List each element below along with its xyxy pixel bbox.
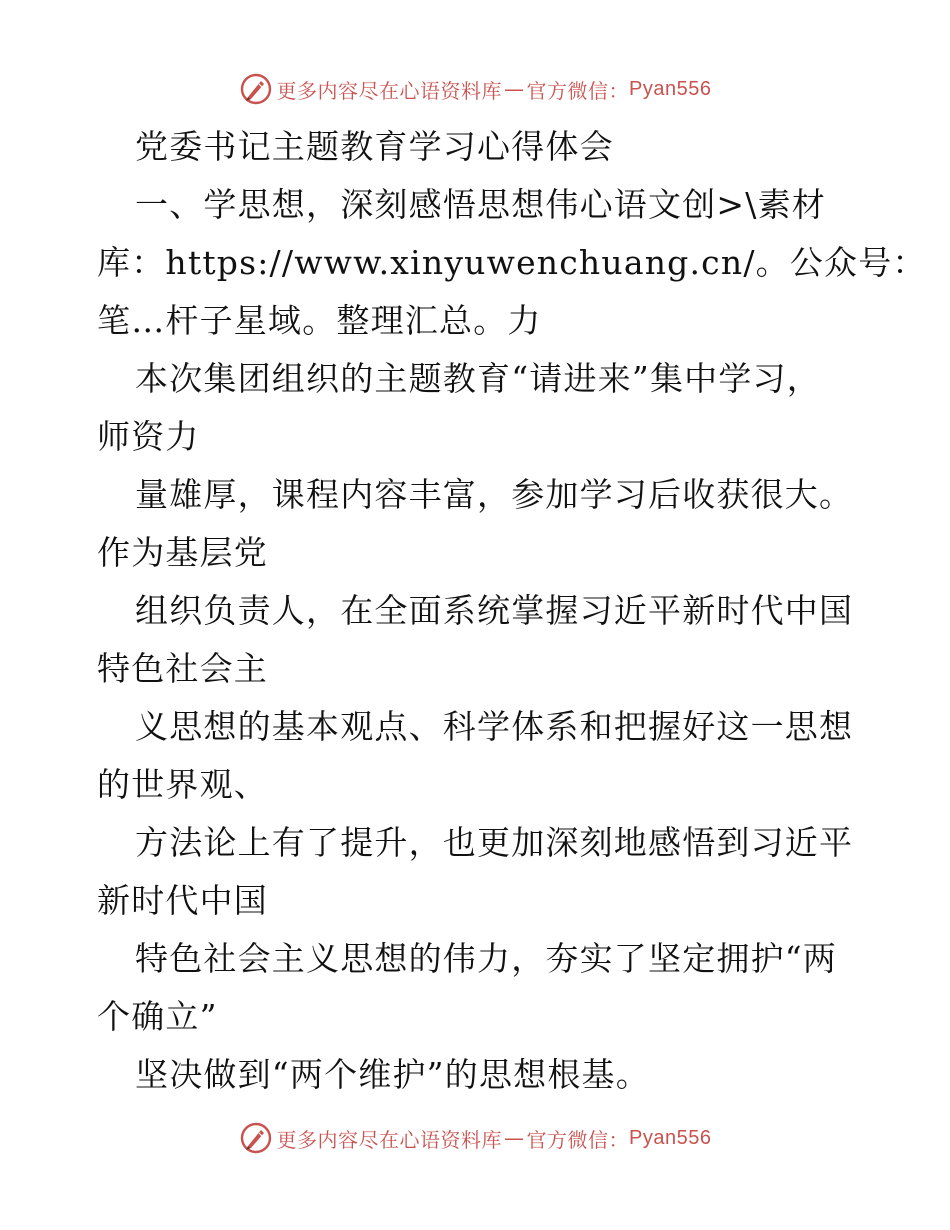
text-line: 作为基层党 [97, 533, 268, 572]
watermark-wechat-label: 官方微信： [526, 1127, 630, 1152]
text-line: 本次集团组织的主题教育“请进来”集中学习， [135, 359, 821, 398]
watermark-wechat-id: Pyan556 [629, 1126, 712, 1149]
quill-pen-badge-icon [239, 72, 273, 106]
text-line: 新时代中国 [97, 881, 268, 920]
text-line: 个确立” [97, 997, 218, 1036]
text-line: 义思想的基本观点、科学体系和把握好这一思想 [135, 707, 854, 746]
header-watermark [0, 72, 950, 106]
footer-watermark [0, 1121, 950, 1155]
watermark-wechat-id: Pyan556 [629, 77, 712, 100]
text-line: 的世界观、 [97, 765, 268, 804]
quill-pen-badge-icon [239, 1121, 273, 1155]
text-line: 组织负责人，在全面系统掌握习近平新时代中国 [135, 591, 854, 630]
text-line: 一、学思想，深刻感悟思想伟心语文创>\素材 [135, 185, 826, 224]
text-line: 坚决做到“两个维护”的思想根基。 [135, 1055, 650, 1094]
watermark-site-text: 更多内容尽在心语资料库 [276, 78, 503, 103]
text-line: 师资力 [97, 417, 200, 456]
watermark-site-text: 更多内容尽在心语资料库 [276, 1127, 503, 1152]
text-line: 特色社会主义思想的伟力，夯实了坚定拥护“两 [135, 939, 838, 978]
text-line: 特色社会主 [97, 649, 268, 688]
text-line: 量雄厚，课程内容丰富，参加学习后收获很大。 [135, 475, 854, 514]
watermark-separator: — [504, 77, 525, 101]
text-line: 方法论上有了提升，也更加深刻地感悟到习近平 [135, 823, 854, 862]
document-title: 党委书记主题教育学习心得体会 [135, 127, 614, 166]
watermark-wechat-label: 官方微信： [526, 78, 630, 103]
watermark-separator: — [504, 1126, 525, 1150]
text-line: 库：https://www.xinyuwenchuang.cn/。公众号： [97, 243, 927, 282]
text-line: 笔…杆子星域。整理汇总。力 [97, 301, 542, 340]
document-body [97, 118, 927, 1104]
